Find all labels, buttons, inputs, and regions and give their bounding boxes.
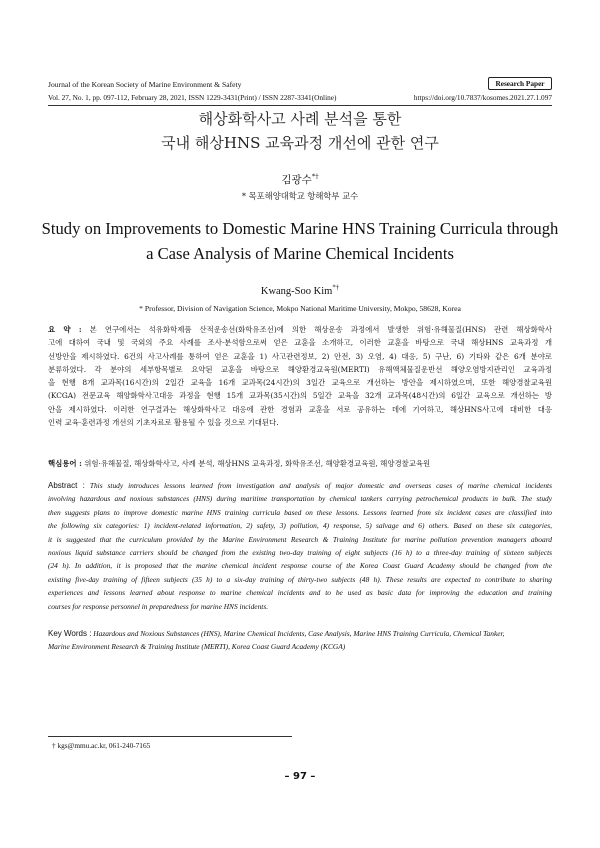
english-abstract-line: the following six categories: 1) incident-related information, 2) safety, 3) pollution, 4) response, 5) salvage and 6) others. Based on these six categories, bbox=[48, 521, 552, 531]
english-keywords-line: Marine Environment Research & Training Institute (MERTI), Korea Coast Guard Academy (KCGA) bbox=[48, 642, 346, 652]
journal-name: Journal of the Korean Society of Marine Environment & Safety bbox=[48, 80, 242, 89]
corresponding-author-footnote bbox=[52, 741, 150, 750]
header-rule bbox=[48, 105, 552, 106]
footnote-mark: † bbox=[52, 741, 56, 750]
english-keywords-label: Key Words : bbox=[48, 629, 92, 638]
english-abstract-line: (24 h). In addition, it is proposed that the marine chemical incident response course of the Korea Coast Guard Academy should be changed from the bbox=[48, 561, 552, 571]
english-abstract-line: noxious liquid substance carriers should be changed from the existing two-day training of eight subjects (16 h) to a three-day training of sixteen subjects bbox=[48, 548, 552, 558]
english-abstract-line: experiences and lessons learned about response to marine chemical incidents and to be used as basic data for improving the education and training bbox=[48, 588, 552, 598]
english-abstract-line: existing five-day training of fifteen subjects (35 h) to a six-day training of thirty-two subjects (48 h). These results are expected to contribute to sharing bbox=[48, 574, 552, 584]
korean-author bbox=[48, 172, 552, 187]
english-abstract-line: Abstract : This study introduces lessons learned from investigation and analysis of major domestic and overseas cases of marine chemical incidents bbox=[48, 481, 552, 490]
korean-abstract-line: 분류하였다. 각 분야의 세부항목별로 요약된 교훈을 바탕으로 해양환경교육원(MERTI) 유해액체물질운반선 해양오염방지관리인 교육과정 bbox=[48, 364, 552, 374]
english-title-line-2: a Case Analysis of Marine Chemical Incidents bbox=[146, 244, 454, 263]
english-keywords-line: Key Words : Hazardous and Noxious Substances (HNS), Marine Chemical Incidents, Case Analysis, Marine HNS Training Curricula, Chemical Tanker, bbox=[48, 629, 505, 638]
english-abstract-line: involving hazardous and noxious substances (HNS) during maritime transportation by chemical tankers carrying petrochemical products in bulk. The study bbox=[48, 494, 552, 504]
english-abstract-line: it is suggested that the curriculum provided by the Marine Environment Research & Training Institute for marine pollution prevention managers aboard bbox=[48, 534, 552, 544]
korean-abstract-line: 선방안을 제시하였다. 6건의 사고사례를 통하여 얻은 교훈을 1) 사고관련정보, 2) 안전, 3) 오염, 4) 대응, 5) 구난, 6) 기타와 같은 6개 분야로 bbox=[48, 351, 552, 361]
english-abstract-line: then suggests plans to improve domestic marine HNS training curricula based on these lessons. Lessons learned from six incident cases are classified into bbox=[48, 507, 552, 517]
english-author-mark: *† bbox=[332, 284, 340, 292]
korean-abstract-line: (KCGA) 전문교육 해양화학사고대응 과정을 현행 15개 교과목(35시간)의 5일간 교육을 32개 교과목(48시간)의 6일간 교육으로 개선하는 방 bbox=[48, 391, 552, 401]
korean-title-line-1: 해상화학사고 사례 분석을 통한 bbox=[198, 110, 402, 128]
korean-abstract-line: 을 현행 8개 교과목(16시간)의 2일간 교육을 16개 교과목(24시간)의 3일간 교육으로 개선하는 방안을 제시하였으며, 또한 해양경찰교육원 bbox=[48, 378, 552, 388]
korean-keywords-label: 핵심용어 : bbox=[48, 459, 82, 468]
english-author-name: Kwang-Soo Kim bbox=[260, 286, 333, 297]
korean-keywords bbox=[48, 458, 552, 469]
footnote-rule bbox=[48, 736, 292, 737]
korean-abstract-line: 인력 교육·훈련과정 개선의 기초자료로 활용될 수 있을 것으로 기대된다. bbox=[48, 418, 279, 428]
korean-author-mark: *† bbox=[311, 172, 319, 181]
english-abstract bbox=[48, 479, 552, 613]
research-paper-badge: Research Paper bbox=[488, 77, 552, 90]
korean-abstract bbox=[48, 323, 552, 429]
korean-abstract-line: 요 약 : 본 연구에서는 석유화학제품 산적운송선(화학유조선)에 의한 해상운송 과정에서 발생한 위험·유해물질(HNS) 관련 해상화학사 bbox=[48, 325, 553, 334]
korean-keywords-text: 위험·유해물질, 해상화학사고, 사례 분석, 해상HNS 교육과정, 화학유조선, 해양환경교육원, 해양경찰교육원 bbox=[84, 459, 431, 468]
footnote-text: kgs@mmu.ac.kr, 061-240-7165 bbox=[57, 741, 151, 750]
doi-link[interactable]: https://doi.org/10.7837/kosomes.2021.27.1.097 bbox=[413, 93, 552, 102]
korean-abstract-label: 요 약 : bbox=[48, 325, 82, 334]
volume-issn-line: Vol. 27, No. 1, pp. 097-112, February 28, 2021, ISSN 1229-3431(Print) / ISSN 2287-3341(Online) bbox=[48, 93, 337, 102]
page-number: – 97 – bbox=[284, 771, 316, 782]
english-keywords bbox=[48, 627, 552, 654]
korean-title-line-2: 국내 해상HNS 교육과정 개선에 관한 연구 bbox=[161, 134, 439, 152]
english-author bbox=[48, 286, 552, 297]
korean-abstract-line: 고에 대하여 국내 및 국외의 주요 사례를 조사·분석함으로써 얻은 교훈을 소개하고, 이러한 교훈을 바탕으로 국내 해상HNS 교육과정 개 bbox=[48, 338, 552, 348]
english-abstract-label: Abstract : bbox=[48, 481, 85, 490]
english-affiliation: * Professor, Division of Navigation Science, Mokpo National Maritime University, Mokpo, 58628, Korea bbox=[139, 304, 461, 313]
korean-abstract-line: 안을 제시하였다. 이러한 연구결과는 해상화학사고 대응에 관한 경험과 교훈을 서로 공유하는 데에 기여하고, 해상HNS사고에 대비한 대응 bbox=[48, 404, 552, 414]
korean-author-name: 김광수 bbox=[281, 174, 312, 186]
english-title-line-1: Study on Improvements to Domestic Marine HNS Training Curricula through bbox=[41, 219, 559, 238]
english-abstract-line: courses for response personnel in preparedness for marine HNS incidents. bbox=[48, 601, 269, 611]
korean-affiliation: * 목포해양대학교 항해학부 교수 bbox=[241, 191, 359, 201]
